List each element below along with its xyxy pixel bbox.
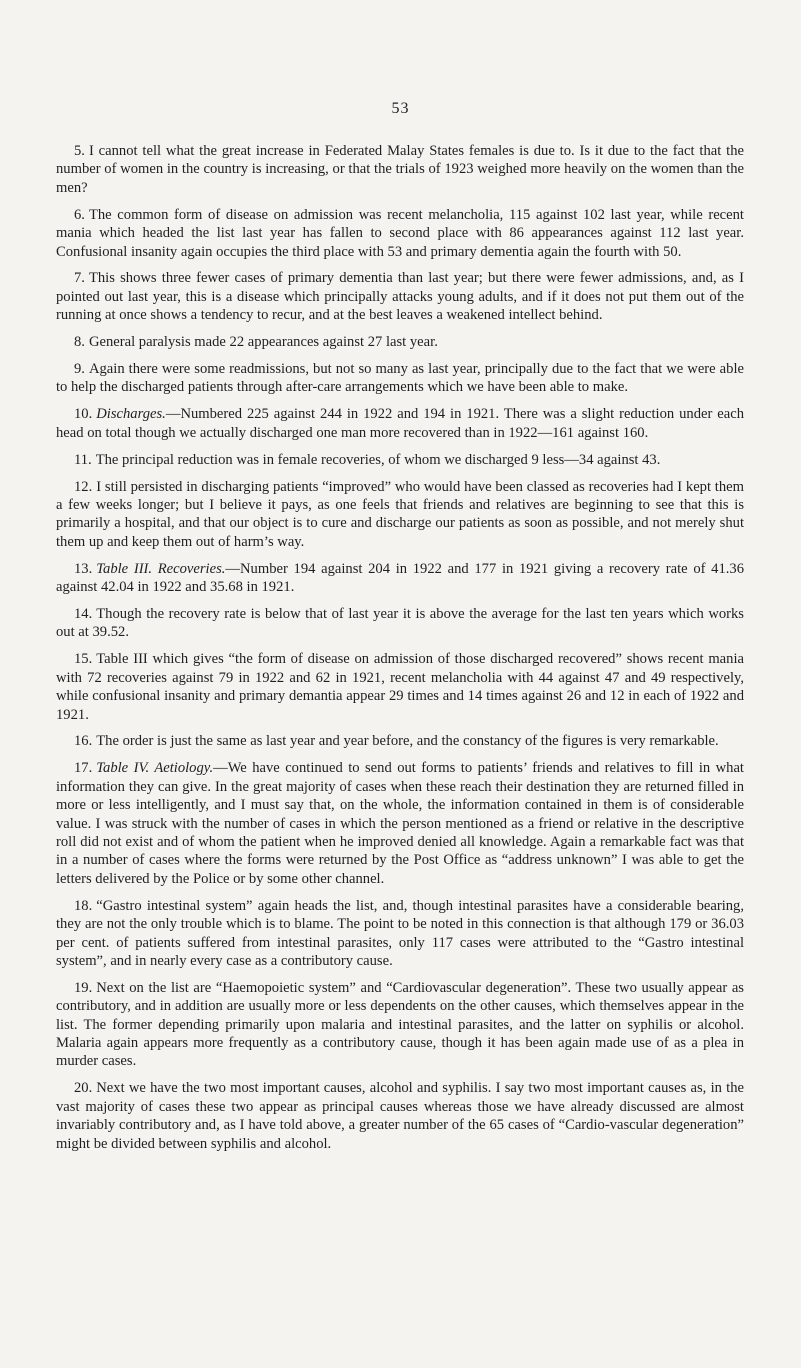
paragraph-number: 5. [74,143,85,159]
paragraph-number: 20. [74,1080,93,1097]
paragraph-heading: Table III. Recoveries. [96,560,226,577]
paragraph-text: “Gastro intestinal system” again heads the list, and, though intestinal parasites have a considerable bearing, they are not the only trouble which is to blame. The point to be noted in this connection is that although 179 or 36.03 per cent. of patients suffered from intestinal parasites, only 117 cases were attributed to the “Gastro intestinal system”, and in nearly every case as a contributory cause. [56,897,744,969]
paragraph-number: 12. [74,478,93,495]
paragraph-text: This shows three fewer cases of primary dementia than last year; but there were fewer admissions, and, as I pointed out last year, this is a disease which principally attacks young adults, and if it does not put them out of the running at once shows a tendency to recur, and at the best leaves a weakened intellect behind. [56,270,744,324]
paragraph-6 [56,206,744,261]
paragraph-9 [56,360,744,397]
paragraph-number: 16. [74,733,93,750]
paragraph-text: The order is just the same as last year and year before, and the constancy of the figures is very remarkable. [96,733,719,750]
paragraph-number: 14. [74,606,93,623]
paragraph-5 [56,142,744,197]
paragraph-text: The principal reduction was in female recoveries, of whom we discharged 9 less—34 against 43. [95,451,661,468]
paragraph-7 [56,269,744,324]
paragraph-20 [56,1079,744,1153]
paragraph-text: I still persisted in discharging patients “improved” who would have been classed as recoveries had I kept them a few weeks longer; but I believe it pays, as one feels that friends and relatives are beginning to see that this is primarily a hospital, and that our object is to cure and discharge our patients as soon as possible, and not merely shut them up and keep them out of harm’s way. [56,478,744,550]
paragraph-text: Again there were some readmissions, but not so many as last year, principally due to the fact that we were able to help the discharged patients through after-care arrangements which we have been able to make. [56,361,744,396]
paragraph-12 [56,478,744,552]
paragraph-17 [56,759,744,888]
paragraph-text: Next on the list are “Haemopoietic system” and “Cardiovascular degeneration”. These two usually appear as contributory, and in addition are usually more or less dependents on the other causes, which themselves appear in the list. The former depending primarily upon malaria and intestinal parasites, and the latter on syphilis or alcohol. Malaria again appears more frequently as a contributory cause, though it has been again made use of as a plea in murder cases. [56,979,744,1070]
paragraph-number: 19. [74,979,93,996]
paragraph-text: —We have continued to send out forms to patients’ friends and relatives to fill in what information they can give. In the great majority of cases when these reach their destination they are returned filled in more or less intelligently, and I must say that, on the whole, the information contained in them is of considerable value. I was struck with the number of cases in which the person mentioned as a friend or relative in the descriptive roll did not exist and of whom the patient when he improved denied all knowledge. Again a remarkable fact was that in a number of cases where the forms were returned by the Post Office as “address unknown” I was able to get the letters delivered by the Police or by some other channel. [56,760,744,887]
paragraph-number: 10. [74,406,93,423]
paragraph-text: I cannot tell what the great increase in Federated Malay States females is due to. Is it due to the fact that the number of women in the country is increasing, or that the trials of 1923 weighed more heavily on the women than the men? [56,143,744,196]
paragraph-number: 7. [74,270,85,287]
paragraph-heading: Table IV. Aetiology. [96,760,214,777]
paragraph-number: 6. [74,206,85,223]
paragraph-text: The common form of disease on admission was recent melancholia, 115 against 102 last year, while recent mania which headed the list last year has fallen to second place with 86 appearances against 112 last year. Confusional insanity again occupies the third place with 53 and primary dementia again the fourth with 50. [56,206,744,260]
paragraph-number: 11. [74,451,92,468]
paragraph-14 [56,605,744,642]
paragraph-19 [56,979,744,1071]
paragraph-text: General paralysis made 22 appearances against 27 last year. [88,334,438,351]
paragraph-text: —Number 194 against 204 in 1922 and 177 in 1921 giving a recovery rate of 41.36 against 42.04 in 1922 and 35.68 in 1921. [56,560,744,596]
paragraph-number: 18. [74,897,93,914]
paragraph-11 [56,451,744,469]
paragraph-number: 8. [74,334,85,351]
paragraph-text: Next we have the two most important causes, alcohol and syphilis. I say two most important causes as, in the vast majority of cases these two appear as principal causes whereas those we have already discussed are almost invariably contributory and, as I have told above, a greater number of the 65 cases of “Cardio-vascular degeneration” might be divided between syphilis and alcohol. [56,1080,744,1152]
paragraph-text: —Numbered 225 against 244 in 1922 and 194 in 1921. There was a slight reduction under each head on total though we actually discharged one man more recovered than in 1922—161 against 160. [56,406,744,441]
body-text [56,142,744,1162]
paragraph-text: Table III which gives “the form of disease on admission of those discharged recovered” shows recent mania with 72 recoveries against 79 in 1922 and 62 in 1921, recent melancholia with 44 against 47 and 49 respectively, while confusional insanity and primary demantia appear 29 times and 14 times against 26 and 12 in each of 1922 and 1921. [56,651,744,723]
paragraph-text: Though the recovery rate is below that of last year it is above the average for the last ten years which works out at 39.52. [56,606,744,641]
paragraph-heading: Discharges. [96,406,166,423]
paragraph-number: 9. [74,361,85,378]
paragraph-number: 13. [74,560,93,577]
paragraph-13 [56,560,744,597]
paragraph-16 [56,732,744,750]
paragraph-15 [56,650,744,724]
page-number: 53 [391,100,410,117]
paragraph-10 [56,405,744,442]
paragraph-number: 15. [74,651,93,668]
paragraph-18 [56,897,744,971]
paragraph-number: 17. [74,760,93,777]
paragraph-8 [56,333,744,351]
